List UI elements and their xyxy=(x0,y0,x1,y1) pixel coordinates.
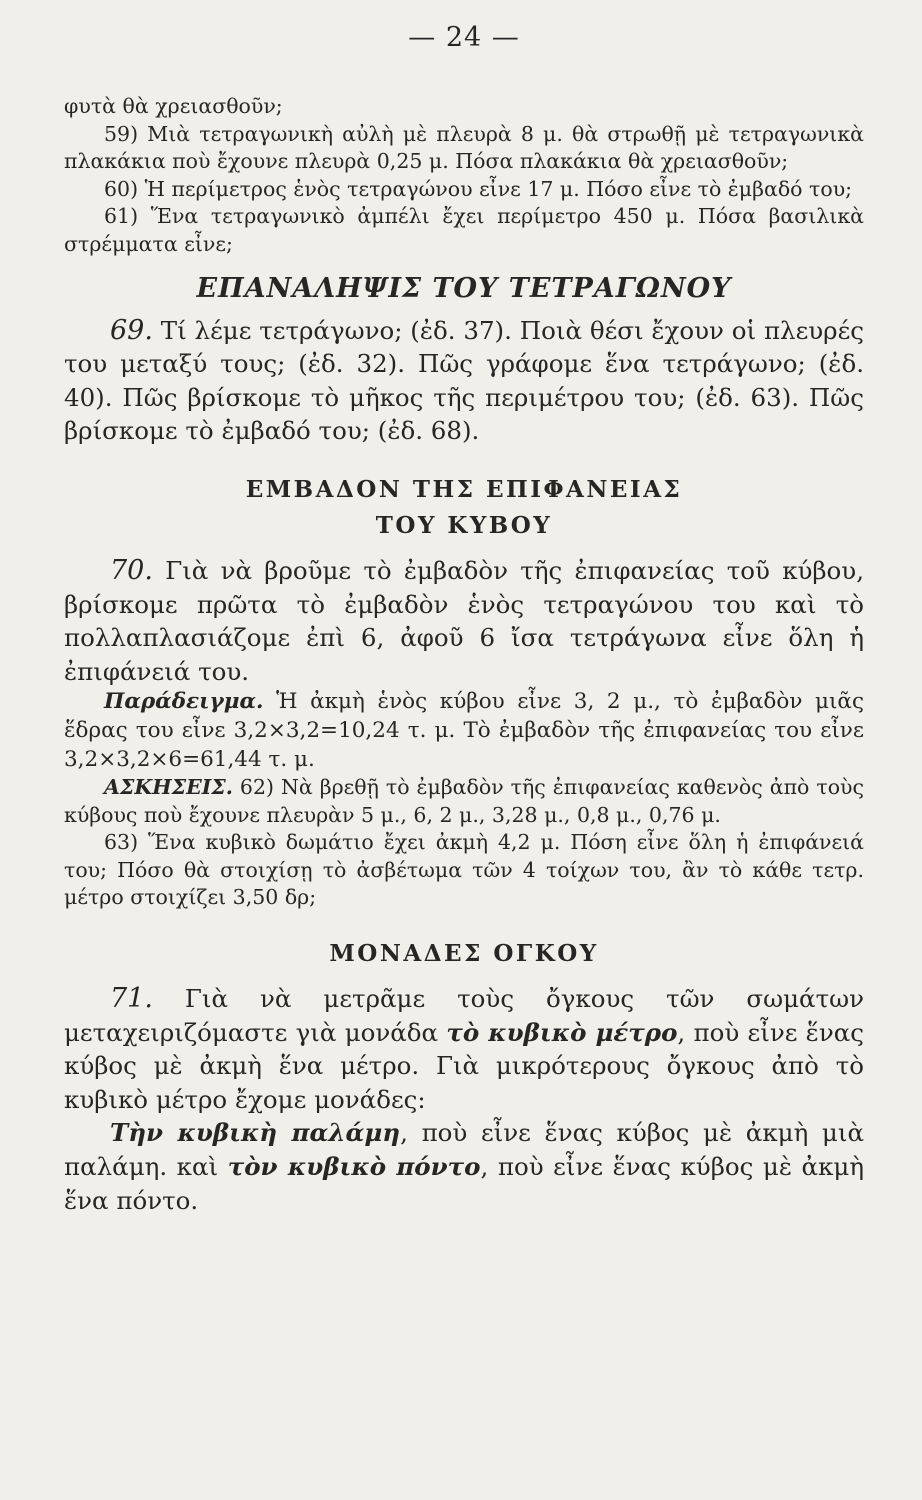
section-number-69: 69. xyxy=(110,314,153,346)
surface-heading xyxy=(64,472,864,544)
surface-heading-line2: ΤΟΥ ΚΥΒΟΥ xyxy=(375,511,553,539)
top-exercises xyxy=(64,93,864,259)
review-text: Τί λέμε τετράγωνο; (ἐδ. 37). Ποιὰ θέσι ἔχουν οἱ πλευρές του μεταξύ τους; (ἐδ. 32). Πῶς γράφομε ἕνα τετράγωνο; (ἐδ. 40). Πῶς βρίσκομε τὸ μῆκος τῆς περιμέτρου του; (ἐδ. 63). Πῶς βρίσκομε τὸ ἐμβαδό του; (ἐδ. 68). xyxy=(64,315,864,446)
review-paragraph xyxy=(64,314,864,448)
section-number-71: 71. xyxy=(110,983,153,1015)
example-label: Παράδειγμα. xyxy=(104,689,264,715)
example-paragraph xyxy=(64,688,864,774)
carry-over-line: φυτὰ θὰ χρειασθοῦν; xyxy=(64,94,283,118)
term-cubic-meter: τὸ κυβικὸ μέτρο xyxy=(446,1017,678,1047)
exercise-62: 62) Νὰ βρεθῇ τὸ ἐμβαδὸν τῆς ἐπιφανείας καθενὸς ἀπὸ τοὺς κύβους ποὺ ἔχουνε πλευρὰν 5 μ., 6, 2 μ., 3,28 μ., 0,8 μ., 0,76 μ. xyxy=(64,775,864,827)
exercise-63: 63) Ἕνα κυβικὸ δωμάτιο ἔχει ἀκμὴ 4,2 μ. Πόση εἶνε ὅλη ἡ ἐπιφάνειά του; Πόσο θὰ στοιχίσῃ τὸ ἀσβέτωμα τῶν 4 τοίχων του, ἂν τὸ κάθε τετρ. μέτρο στοιχίζει 3,50 δρ; xyxy=(64,830,864,910)
page-number: — 24 — xyxy=(408,22,520,53)
exercise-60: 60) Ἡ περίμετρος ἑνὸς τετραγώνου εἶνε 17 μ. Πόσο εἶνε τὸ ἐμβαδό του; xyxy=(104,176,853,201)
surface-paragraph xyxy=(64,554,864,688)
surface-heading-line1: ΕΜΒΑΔΟΝ ΤΗΣ ΕΠΙΦΑΝΕΙΑΣ xyxy=(245,475,683,503)
volume-units-paragraph xyxy=(64,1116,864,1217)
exercises-label: ΑΣΚΗΣΕΙΣ. xyxy=(104,775,233,800)
volume-text-c: , ποὺ εἶνε ἕνας κύβος μὲ ἀκμὴ μιὰ παλάμη. καὶ xyxy=(64,1118,864,1182)
term-cubic-palm: Τὴν κυβικὴ παλάμη xyxy=(110,1118,401,1148)
exercise-59: 59) Μιὰ τετραγωνικὴ αὐλὴ μὲ πλευρὰ 8 μ. θὰ στρωθῇ μὲ τετραγωνικὰ πλακάκια ποὺ ἔχουνε πλευρὰ 0,25 μ. Πόσα πλακάκια θὰ χρειασθοῦν; xyxy=(64,121,864,174)
example-text: Ἡ ἀκμὴ ἑνὸς κύβου εἶνε 3, 2 μ., τὸ ἐμβαδὸν μιᾶς ἕδρας του εἶνε 3,2×3,2=10,24 τ. μ. Τὸ ἐμβαδὸν τῆς ἐπιφανείας του εἶνε 3,2×3,2×6=61,44 τ. μ. xyxy=(64,689,864,772)
term-cubic-point: τὸν κυβικὸ πόντο xyxy=(227,1152,481,1182)
exercises-paragraph xyxy=(64,774,864,829)
volume-text-b: , ποὺ εἶνε ἕνας κύβος μὲ ἀκμὴ ἕνα μέτρο. Γιὰ μικρότερους ὄγκους ἀπὸ τὸ κυβικὸ μέτρο ἔχομε μονάδες: xyxy=(64,1017,864,1114)
review-heading: ΕΠΑΝΑΛΗΨΙΣ ΤΟΥ ΤΕΤΡΑΓΩΝΟΥ xyxy=(196,272,732,304)
volume-paragraph xyxy=(64,982,864,1116)
surface-text: Γιὰ νὰ βροῦμε τὸ ἐμβαδὸν τῆς ἐπιφανείας τοῦ κύβου, βρίσκομε πρῶτα τὸ ἐμβαδὸν ἑνὸς τετραγώνου του καὶ τὸ πολλαπλασιάζομε ἐπὶ 6, ἀφοῦ 6 ἴσα τετράγωνα εἶνε ὅλη ἡ ἐπιφάνειά του. xyxy=(64,555,864,686)
volume-text-a: Γιὰ νὰ μετρᾶμε τοὺς ὄγκους τῶν σωμάτων μεταχειριζόμαστε γιὰ μονάδα xyxy=(64,984,864,1047)
volume-heading: ΜΟΝΑΔΕΣ ΟΓΚΟΥ xyxy=(329,940,599,968)
exercise-61: 61) Ἕνα τετραγωνικὸ ἀμπέλι ἔχει περίμετρο 450 μ. Πόσα βασιλικὰ στρέμματα εἶνε; xyxy=(64,204,864,256)
volume-text-d: , ποὺ εἶνε ἕνας κύβος μὲ ἀκμὴ ἕνα πόντο. xyxy=(64,1152,865,1215)
section-number-70: 70. xyxy=(110,554,153,586)
